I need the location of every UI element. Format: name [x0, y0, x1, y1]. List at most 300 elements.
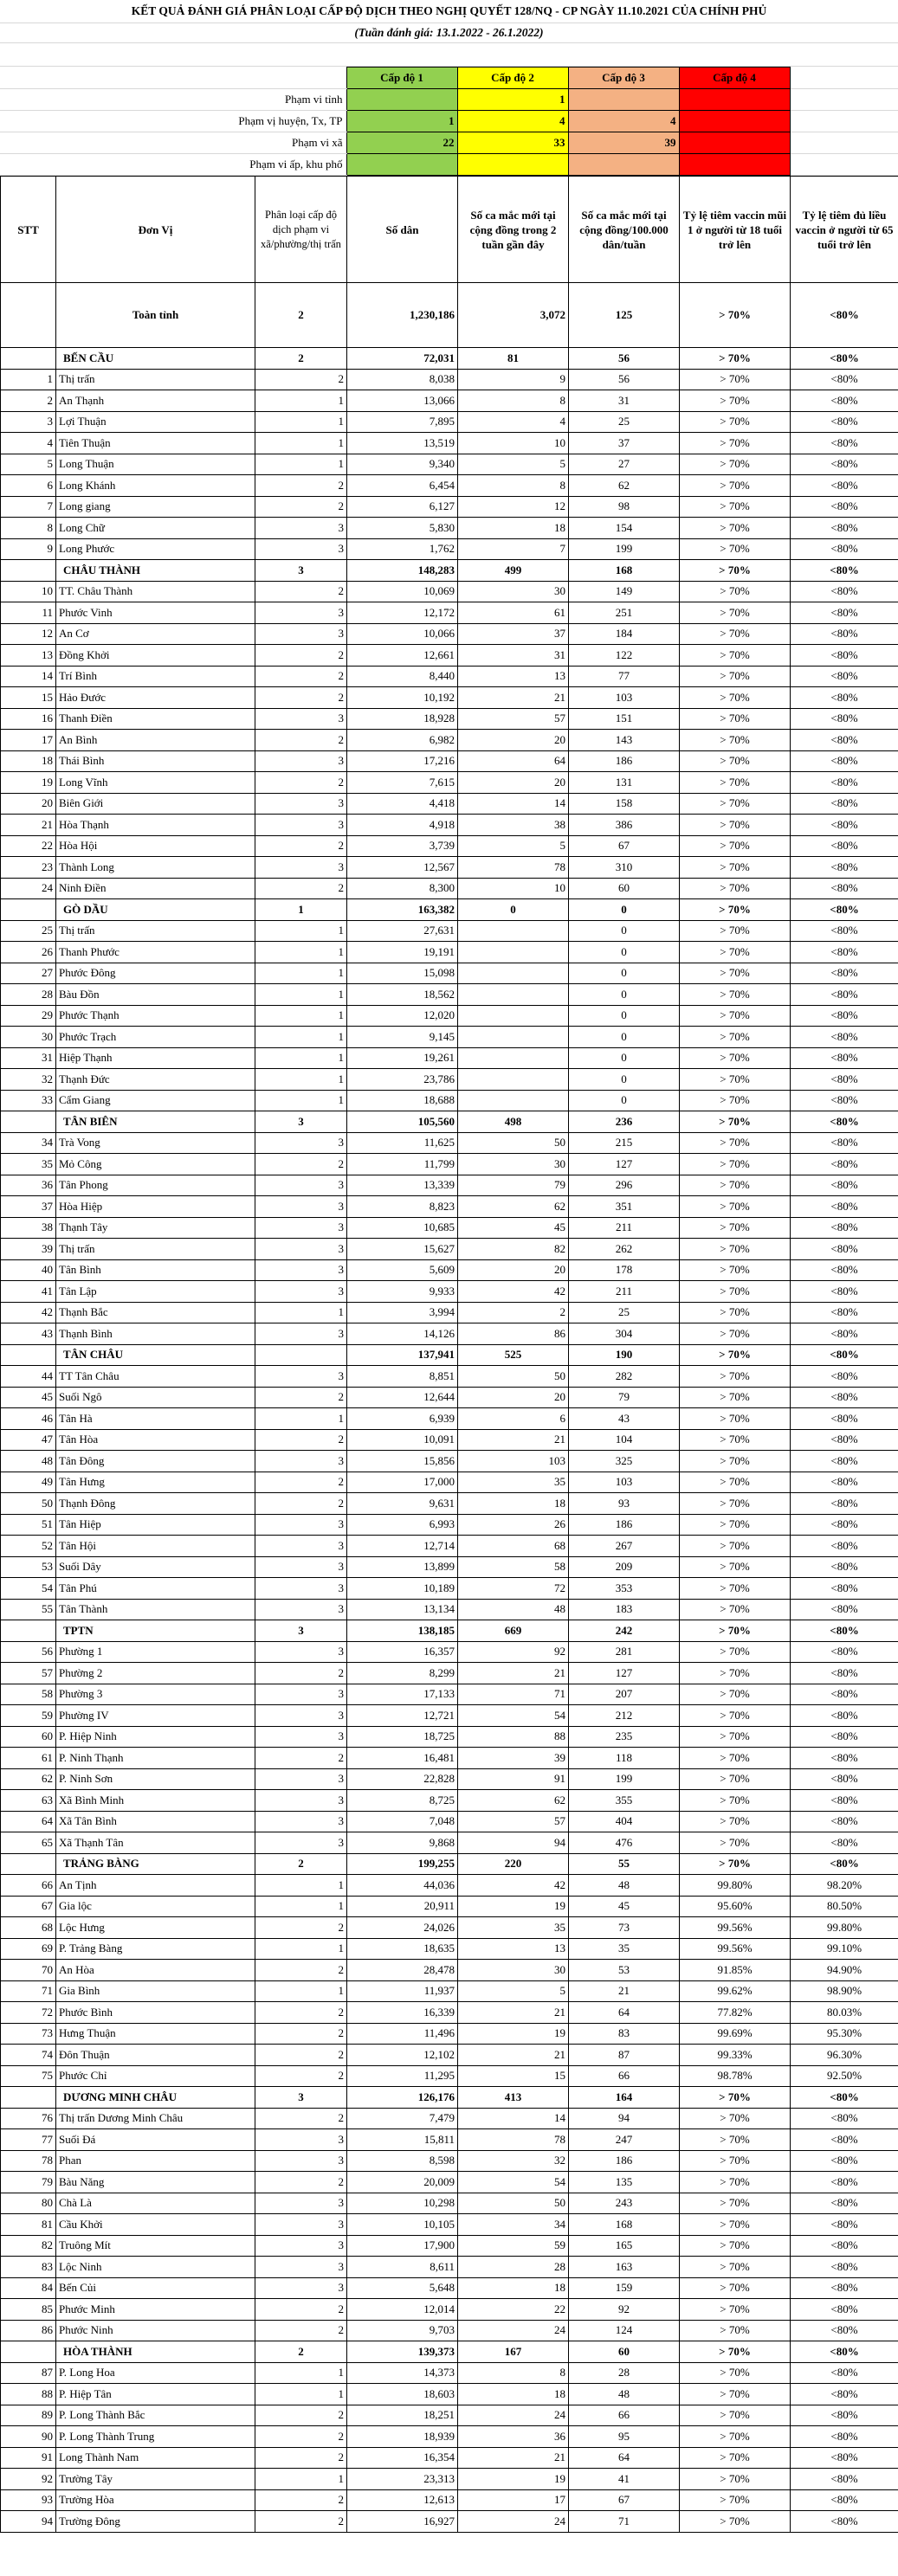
- cases-100k-value: 0: [569, 963, 680, 984]
- vacc-65-value: <80%: [791, 2277, 898, 2299]
- cases-100k-value: 122: [569, 645, 680, 667]
- vacc-65-value: <80%: [791, 1472, 898, 1493]
- row-stt: 51: [1, 1514, 56, 1536]
- level-value: 3: [255, 2235, 347, 2257]
- vacc-dose1-value: > 70%: [680, 475, 791, 497]
- header-cases-100k: Số ca mắc mới tại cộng đồng/100.000 dân/tuần: [569, 177, 680, 283]
- vacc-dose1-value: > 70%: [680, 708, 791, 730]
- vacc-65-value: <80%: [791, 1047, 898, 1069]
- legend-level-2: Cấp độ 2: [457, 68, 568, 89]
- cases-100k-value: 207: [569, 1684, 680, 1705]
- commune-name: Tân Đông: [56, 1451, 255, 1472]
- level-value: 2: [255, 1154, 347, 1175]
- cases-2w-value: 220: [458, 1853, 569, 1875]
- cases-100k-value: 247: [569, 2129, 680, 2151]
- vacc-65-value: <80%: [791, 496, 898, 518]
- cases-100k-value: 73: [569, 1917, 680, 1939]
- vacc-65-value: <80%: [791, 920, 898, 942]
- level-value: 1: [255, 2384, 347, 2405]
- cases-100k-value: 149: [569, 581, 680, 602]
- legend-count: [679, 132, 790, 154]
- vacc-dose1-value: > 70%: [680, 2108, 791, 2129]
- vacc-65-value: <80%: [791, 1853, 898, 1875]
- table-row: [1, 1196, 898, 1218]
- cases-2w-value: 103: [458, 1451, 569, 1472]
- district-row: [1, 1111, 898, 1133]
- cases-2w-value: 5: [458, 835, 569, 857]
- vacc-65-value: <80%: [791, 1154, 898, 1175]
- population-value: 7,479: [347, 2108, 458, 2129]
- table-row: [1, 2214, 898, 2236]
- table-row: [1, 2299, 898, 2321]
- level-value: 2: [255, 369, 347, 390]
- vacc-dose1-value: > 70%: [680, 1811, 791, 1832]
- row-stt: 5: [1, 454, 56, 475]
- commune-name: Phước Chỉ: [56, 2065, 255, 2087]
- cases-100k-value: 0: [569, 1047, 680, 1069]
- vacc-65-value: <80%: [791, 2193, 898, 2214]
- table-row: [1, 1748, 898, 1769]
- vacc-dose1-value: > 70%: [680, 2489, 791, 2511]
- vacc-dose1-value: 95.60%: [680, 1896, 791, 1917]
- vacc-65-value: <80%: [791, 1175, 898, 1196]
- district-row: [1, 2087, 898, 2109]
- commune-name: Phước Thạnh: [56, 1005, 255, 1027]
- cases-100k-value: 92: [569, 2299, 680, 2321]
- cases-2w-value: 10: [458, 878, 569, 899]
- cases-2w-value: 50: [458, 1366, 569, 1388]
- cases-2w-value: 20: [458, 1387, 569, 1408]
- table-row: [1, 2469, 898, 2490]
- row-stt: 18: [1, 750, 56, 772]
- cases-2w-value: 91: [458, 1768, 569, 1790]
- table-row: [1, 2257, 898, 2278]
- vacc-65-value: 98.90%: [791, 1980, 898, 2002]
- table-row: [1, 1047, 898, 1069]
- cases-100k-value: 93: [569, 1493, 680, 1515]
- legend-count: [568, 154, 679, 176]
- report-title: KẾT QUẢ ĐÁNH GIÁ PHÂN LOẠI CẤP ĐỘ DỊCH THEO NGHỊ QUYẾT 128/NQ - CP NGÀY 11.10.2021 CỦA CHÍNH PHỦ: [0, 0, 898, 23]
- population-value: 10,105: [347, 2214, 458, 2236]
- header-stt: STT: [1, 177, 56, 283]
- level-value: 2: [255, 878, 347, 899]
- vacc-65-value: <80%: [791, 666, 898, 687]
- district-row: [1, 899, 898, 921]
- population-value: 12,567: [347, 857, 458, 879]
- population-value: 18,251: [347, 2405, 458, 2426]
- legend-count: 39: [568, 132, 679, 154]
- cases-2w-value: 669: [458, 1620, 569, 1642]
- classification-table: [0, 176, 898, 2533]
- population-value: 20,911: [347, 1896, 458, 1917]
- vacc-65-value: <80%: [791, 433, 898, 454]
- level-value: 2: [255, 835, 347, 857]
- cases-100k-value: 67: [569, 835, 680, 857]
- row-stt: 26: [1, 942, 56, 963]
- legend-count: 4: [568, 111, 679, 132]
- vacc-dose1-value: > 70%: [680, 1599, 791, 1620]
- vacc-65-value: <80%: [791, 2087, 898, 2109]
- row-stt: 90: [1, 2426, 56, 2448]
- vacc-65-value: <80%: [791, 2299, 898, 2321]
- level-value: 3: [255, 1620, 347, 1642]
- cases-2w-value: 9: [458, 369, 569, 390]
- population-value: 12,172: [347, 602, 458, 624]
- population-value: 10,066: [347, 623, 458, 645]
- row-stt: 65: [1, 1832, 56, 1854]
- commune-name: An Hòa: [56, 1960, 255, 1981]
- row-stt: 60: [1, 1726, 56, 1748]
- vacc-65-value: <80%: [791, 1451, 898, 1472]
- cases-100k-value: 184: [569, 623, 680, 645]
- row-stt: 57: [1, 1663, 56, 1684]
- vacc-dose1-value: > 70%: [680, 1302, 791, 1323]
- vacc-65-value: 92.50%: [791, 2065, 898, 2087]
- vacc-dose1-value: > 70%: [680, 1790, 791, 1812]
- commune-name: Bàu Năng: [56, 2172, 255, 2193]
- vacc-65-value: <80%: [791, 793, 898, 815]
- province-total-row: [1, 283, 898, 348]
- cases-2w-value: 21: [458, 1429, 569, 1451]
- population-value: 1,762: [347, 538, 458, 560]
- population-value: 13,066: [347, 390, 458, 412]
- vacc-65-value: <80%: [791, 899, 898, 921]
- vacc-dose1-value: > 70%: [680, 581, 791, 602]
- cases-100k-value: 124: [569, 2320, 680, 2341]
- commune-name: Xã Thạnh Tân: [56, 1832, 255, 1854]
- commune-name: Phường 2: [56, 1663, 255, 1684]
- cases-2w-value: 2: [458, 1302, 569, 1323]
- population-value: 11,937: [347, 1980, 458, 2002]
- vacc-65-value: <80%: [791, 2426, 898, 2448]
- commune-name: Đôn Thuận: [56, 2045, 255, 2066]
- commune-name: Trí Bình: [56, 666, 255, 687]
- cases-100k-value: 209: [569, 1556, 680, 1578]
- population-value: 72,031: [347, 348, 458, 370]
- table-row: [1, 496, 898, 518]
- row-stt: 81: [1, 2214, 56, 2236]
- vacc-65-value: <80%: [791, 1726, 898, 1748]
- row-stt: 6: [1, 475, 56, 497]
- table-row: [1, 1239, 898, 1260]
- vacc-65-value: <80%: [791, 1239, 898, 1260]
- population-value: 13,519: [347, 433, 458, 454]
- legend-header-row: [0, 68, 898, 89]
- row-stt: 20: [1, 793, 56, 815]
- commune-name: Phước Minh: [56, 2299, 255, 2321]
- cases-2w-value: [458, 984, 569, 1006]
- cases-100k-value: 27: [569, 454, 680, 475]
- level-value: 2: [255, 2489, 347, 2511]
- vacc-65-value: <80%: [791, 1259, 898, 1281]
- total-name: Toàn tỉnh: [56, 283, 255, 348]
- legend-count: 22: [346, 132, 457, 154]
- cases-100k-value: 45: [569, 1896, 680, 1917]
- level-value: 2: [255, 666, 347, 687]
- cases-100k-value: 37: [569, 433, 680, 454]
- cases-100k-value: 60: [569, 2341, 680, 2363]
- district-name: TRẢNG BÀNG: [56, 1853, 255, 1875]
- row-stt: 71: [1, 1980, 56, 2002]
- table-row: [1, 1811, 898, 1832]
- cases-100k-value: 0: [569, 920, 680, 942]
- row-stt: 31: [1, 1047, 56, 1069]
- level-value: 2: [255, 2299, 347, 2321]
- row-stt: 46: [1, 1408, 56, 1430]
- level-value: 2: [255, 772, 347, 794]
- commune-name: An Tịnh: [56, 1875, 255, 1897]
- row-stt: 28: [1, 984, 56, 1006]
- vacc-dose1-value: > 70%: [680, 2447, 791, 2469]
- row-stt: 37: [1, 1196, 56, 1218]
- vacc-dose1-value: > 70%: [680, 920, 791, 942]
- cases-2w-value: 20: [458, 1259, 569, 1281]
- commune-name: Mỏ Công: [56, 1154, 255, 1175]
- population-value: 15,627: [347, 1239, 458, 1260]
- population-value: 126,176: [347, 2087, 458, 2109]
- population-value: 9,868: [347, 1832, 458, 1854]
- cases-2w-value: 20: [458, 730, 569, 751]
- vacc-dose1-value: > 70%: [680, 1748, 791, 1769]
- row-stt: 45: [1, 1387, 56, 1408]
- table-row: [1, 2172, 898, 2193]
- vacc-65-value: 94.90%: [791, 1960, 898, 1981]
- population-value: 8,823: [347, 1196, 458, 1218]
- table-row: [1, 1281, 898, 1303]
- cases-2w-value: 18: [458, 2384, 569, 2405]
- population-value: 148,283: [347, 560, 458, 582]
- vacc-dose1-value: > 70%: [680, 411, 791, 433]
- district-stt: [1, 2341, 56, 2363]
- level-value: 3: [255, 518, 347, 539]
- legend-count: 1: [457, 89, 568, 111]
- level-value: 3: [255, 602, 347, 624]
- level-value: 3: [255, 1811, 347, 1832]
- table-row: [1, 2405, 898, 2426]
- commune-name: Thanh Điền: [56, 708, 255, 730]
- cases-2w-value: [458, 1027, 569, 1048]
- commune-name: P. Ninh Thạnh: [56, 1748, 255, 1769]
- row-stt: 79: [1, 2172, 56, 2193]
- row-stt: 52: [1, 1536, 56, 1557]
- vacc-65-value: <80%: [791, 835, 898, 857]
- district-name: CHÂU THÀNH: [56, 560, 255, 582]
- legend-count: [457, 154, 568, 176]
- district-name: BẾN CẦU: [56, 348, 255, 370]
- cases-2w-value: 35: [458, 1917, 569, 1939]
- cases-100k-value: 262: [569, 1239, 680, 1260]
- population-value: 137,941: [347, 1344, 458, 1366]
- table-row: [1, 2193, 898, 2214]
- commune-name: Trà Vong: [56, 1132, 255, 1154]
- population-value: 163,382: [347, 899, 458, 921]
- table-row: [1, 1980, 898, 2002]
- cases-100k-value: 296: [569, 1175, 680, 1196]
- level-value: 1: [255, 411, 347, 433]
- population-value: 6,454: [347, 475, 458, 497]
- level-value: 2: [255, 2405, 347, 2426]
- cases-100k-value: 159: [569, 2277, 680, 2299]
- level-value: 3: [255, 1196, 347, 1218]
- vacc-65-value: <80%: [791, 411, 898, 433]
- cases-100k-value: 282: [569, 1366, 680, 1388]
- cases-100k-value: 94: [569, 2108, 680, 2129]
- legend-level-4: Cấp độ 4: [679, 68, 790, 89]
- vacc-65-value: 99.10%: [791, 1938, 898, 1960]
- table-row: [1, 857, 898, 879]
- cases-100k-value: 168: [569, 560, 680, 582]
- row-stt: 32: [1, 1069, 56, 1091]
- row-stt: 77: [1, 2129, 56, 2151]
- table-row: [1, 2023, 898, 2045]
- total-cases-100k: 125: [569, 283, 680, 348]
- vacc-65-value: <80%: [791, 1768, 898, 1790]
- legend-count: [346, 154, 457, 176]
- level-value: 1: [255, 963, 347, 984]
- table-row: [1, 2362, 898, 2384]
- vacc-dose1-value: > 70%: [680, 2405, 791, 2426]
- table-row: [1, 1599, 898, 1620]
- row-stt: 12: [1, 623, 56, 645]
- table-row: [1, 1493, 898, 1515]
- vacc-dose1-value: > 70%: [680, 772, 791, 794]
- commune-name: Trường Đông: [56, 2511, 255, 2533]
- level-value: 1: [255, 2469, 347, 2490]
- vacc-65-value: <80%: [791, 857, 898, 879]
- population-value: 10,189: [347, 1578, 458, 1600]
- population-value: 8,440: [347, 666, 458, 687]
- row-stt: 64: [1, 1811, 56, 1832]
- vacc-65-value: <80%: [791, 1620, 898, 1642]
- cases-2w-value: 413: [458, 2087, 569, 2109]
- population-value: 16,354: [347, 2447, 458, 2469]
- vacc-65-value: <80%: [791, 348, 898, 370]
- cases-2w-value: 28: [458, 2257, 569, 2278]
- table-row: [1, 1768, 898, 1790]
- district-name: TPTN: [56, 1620, 255, 1642]
- cases-2w-value: 42: [458, 1281, 569, 1303]
- cases-2w-value: 30: [458, 1960, 569, 1981]
- vacc-dose1-value: > 70%: [680, 815, 791, 836]
- cases-2w-value: 13: [458, 666, 569, 687]
- vacc-dose1-value: > 70%: [680, 2193, 791, 2214]
- commune-name: Thanh Phước: [56, 942, 255, 963]
- cases-100k-value: 118: [569, 1748, 680, 1769]
- cases-2w-value: 42: [458, 1875, 569, 1897]
- district-name: HÒA THÀNH: [56, 2341, 255, 2363]
- vacc-65-value: <80%: [791, 963, 898, 984]
- population-value: 12,721: [347, 1705, 458, 1727]
- level-value: 3: [255, 1599, 347, 1620]
- population-value: 23,313: [347, 2469, 458, 2490]
- vacc-dose1-value: > 70%: [680, 1344, 791, 1366]
- vacc-65-value: <80%: [791, 1132, 898, 1154]
- cases-2w-value: 30: [458, 1154, 569, 1175]
- level-value: 1: [255, 1408, 347, 1430]
- vacc-dose1-value: > 70%: [680, 1175, 791, 1196]
- commune-name: Bàu Đồn: [56, 984, 255, 1006]
- population-value: 8,598: [347, 2150, 458, 2172]
- level-value: 3: [255, 2277, 347, 2299]
- total-level: 2: [255, 283, 347, 348]
- population-value: 9,703: [347, 2320, 458, 2341]
- row-stt: 53: [1, 1556, 56, 1578]
- table-row: [1, 942, 898, 963]
- table-row: [1, 2426, 898, 2448]
- population-value: 9,340: [347, 454, 458, 475]
- population-value: 11,496: [347, 2023, 458, 2045]
- vacc-65-value: <80%: [791, 1663, 898, 1684]
- vacc-dose1-value: > 70%: [680, 1536, 791, 1557]
- cases-2w-value: 38: [458, 815, 569, 836]
- district-name: GÒ DẦU: [56, 899, 255, 921]
- population-value: 18,603: [347, 2384, 458, 2405]
- commune-name: Long Thành Nam: [56, 2447, 255, 2469]
- vacc-65-value: <80%: [791, 2511, 898, 2533]
- commune-name: Tân Phong: [56, 1175, 255, 1196]
- cases-2w-value: 19: [458, 2023, 569, 2045]
- commune-name: TT. Châu Thành: [56, 581, 255, 602]
- cases-100k-value: 190: [569, 1344, 680, 1366]
- table-row: [1, 2320, 898, 2341]
- population-value: 24,026: [347, 1917, 458, 1939]
- total-stt: [1, 283, 56, 348]
- vacc-65-value: <80%: [791, 1027, 898, 1048]
- vacc-65-value: <80%: [791, 708, 898, 730]
- table-row: [1, 772, 898, 794]
- vacc-65-value: <80%: [791, 602, 898, 624]
- row-stt: 75: [1, 2065, 56, 2087]
- row-stt: 59: [1, 1705, 56, 1727]
- vacc-dose1-value: > 70%: [680, 1451, 791, 1472]
- row-stt: 78: [1, 2150, 56, 2172]
- vacc-dose1-value: > 70%: [680, 1281, 791, 1303]
- population-value: 3,739: [347, 835, 458, 857]
- vacc-dose1-value: > 70%: [680, 1663, 791, 1684]
- vacc-65-value: <80%: [791, 750, 898, 772]
- commune-name: Tân Hiệp: [56, 1514, 255, 1536]
- vacc-65-value: <80%: [791, 2150, 898, 2172]
- table-row: [1, 538, 898, 560]
- row-stt: 24: [1, 878, 56, 899]
- cases-2w-value: 79: [458, 1175, 569, 1196]
- row-stt: 93: [1, 2489, 56, 2511]
- level-value: 1: [255, 920, 347, 942]
- row-stt: 58: [1, 1684, 56, 1705]
- header-vacc-dose1: Tỷ lệ tiêm vaccin mũi 1 ở người từ 18 tuổi trở lên: [680, 177, 791, 283]
- commune-name: Phước Bình: [56, 2002, 255, 2024]
- table-row: [1, 2129, 898, 2151]
- district-stt: [1, 348, 56, 370]
- row-stt: 62: [1, 1768, 56, 1790]
- level-value: 3: [255, 1768, 347, 1790]
- level-value: 3: [255, 1556, 347, 1578]
- table-row: [1, 2489, 898, 2511]
- level-value: 2: [255, 1960, 347, 1981]
- population-value: 15,098: [347, 963, 458, 984]
- cases-100k-value: 25: [569, 411, 680, 433]
- cases-2w-value: 68: [458, 1536, 569, 1557]
- commune-name: P. Long Thành Trung: [56, 2426, 255, 2448]
- legend-level-3: Cấp độ 3: [568, 68, 679, 89]
- table-row: [1, 1323, 898, 1345]
- cases-100k-value: 62: [569, 475, 680, 497]
- vacc-dose1-value: > 70%: [680, 433, 791, 454]
- population-value: 11,295: [347, 2065, 458, 2087]
- commune-name: Xã Bình Minh: [56, 1790, 255, 1812]
- level-value: 3: [255, 1111, 347, 1133]
- commune-name: Long Chữ: [56, 518, 255, 539]
